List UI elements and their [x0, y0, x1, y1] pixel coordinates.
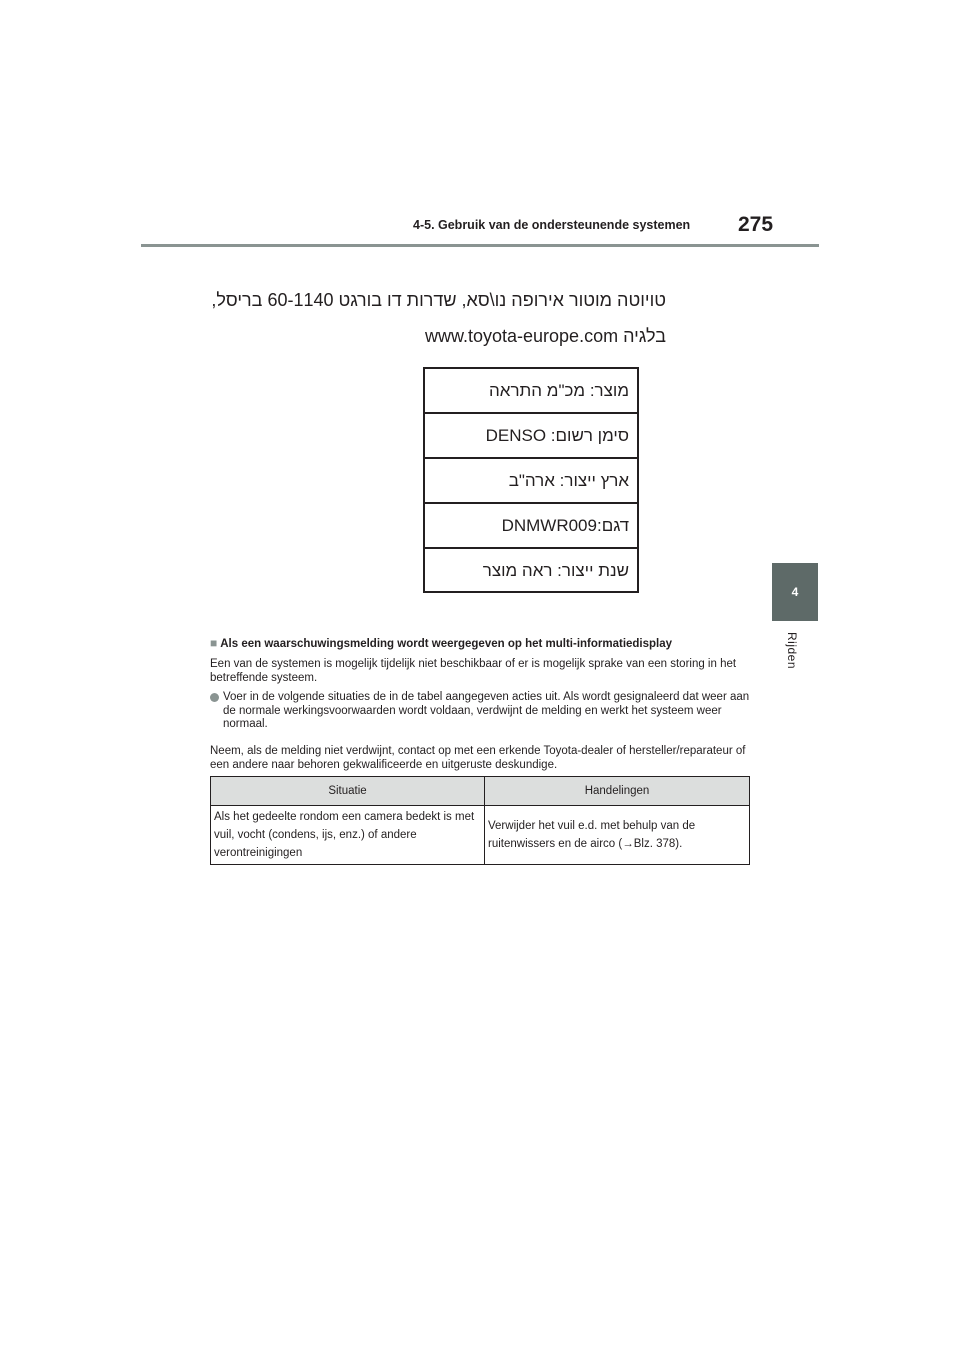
product-label-image: [211, 280, 678, 610]
header-divider: [141, 244, 819, 247]
chapter-tab-label: Rijden: [785, 632, 799, 670]
label-box: [423, 367, 639, 593]
square-bullet-icon: ■: [210, 636, 218, 650]
chapter-tab: 4: [772, 563, 818, 621]
table-header-handelingen: Handelingen: [485, 777, 750, 806]
contact-paragraph: Neem, als de melding niet verdwijnt, contact op met een erkende Toyota-dealer of hersteller/reparateur of een andere naar behoren gekwalificeerde en uitgeruste deskundige.: [210, 745, 746, 771]
table-header-situatie: Situatie: [211, 777, 485, 806]
section-heading: [210, 636, 672, 650]
section-heading-text: Als een waarschuwingsmelding wordt weergegeven op het multi-informatiedisplay: [220, 638, 673, 650]
section-title: 4-5. Gebruik van de ondersteunende systemen: [413, 218, 691, 232]
label-row: שנת ייצור: ראה מוצר: [482, 561, 629, 580]
table-header-row: [211, 777, 750, 806]
bullet-item: [210, 691, 750, 732]
table-row: [211, 806, 750, 865]
bullet-text: Voer in de volgende situaties de in de tabel aangegeven acties uit. Als wordt gesignaleerd dat weer aan de normale werkingsvoorwaarden wordt voldaan, verdwijnt de melding en werkt het systeem weer normaal.: [223, 691, 750, 730]
label-row: מוצר: מכ"מ התראה: [425, 369, 637, 414]
table-cell-situation: Als het gedeelte rondom een camera bedekt is met vuil, vocht (condens, ijs, enz.) of andere verontreinigingen: [211, 806, 485, 865]
page-number: 275: [738, 213, 774, 236]
label-row: סימן רשום: DENSO: [425, 414, 637, 459]
table-cell-action: Verwijder het vuil e.d. met behulp van de ruitenwissers en de airco (→Blz. 378).: [485, 806, 750, 865]
label-row: ארץ ייצור: ארה"ב: [425, 459, 637, 504]
action-table: [210, 776, 750, 865]
intro-paragraph: Een van de systemen is mogelijk tijdelijk niet beschikbaar of er is mogelijk sprake van een storing in het betreffende systeem.: [210, 658, 737, 684]
label-address-line: טויוטה מוטור אירופה נו\סא, שדרות דו בורגט 60-1140 בריסל,: [211, 290, 666, 310]
label-row: דגם:DNMWR009: [425, 504, 637, 549]
round-bullet-icon: [210, 693, 219, 702]
label-country-line: בלגיה www.toyota-europe.com: [424, 326, 666, 346]
